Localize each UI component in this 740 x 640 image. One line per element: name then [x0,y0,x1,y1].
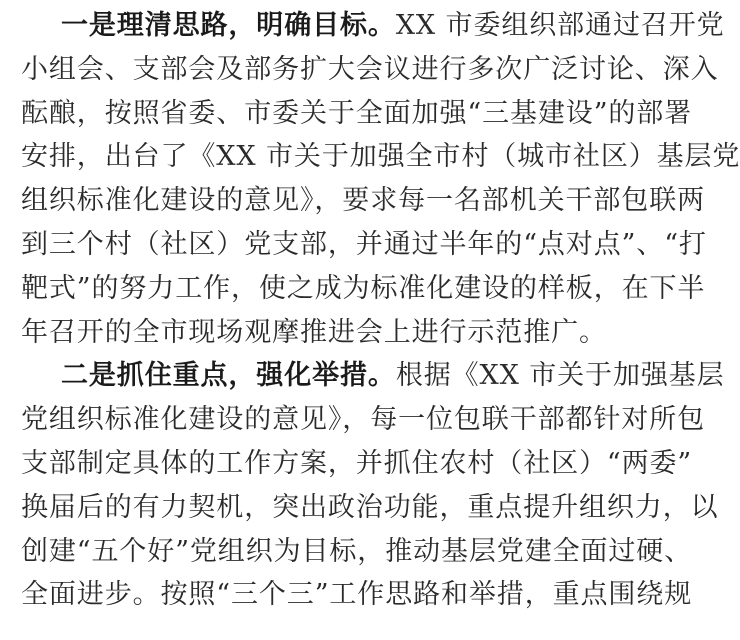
text-line: 党组织标准化建设的意见》，每一位包联干部都针对所包 [21,404,705,436]
paragraph-2-heading: 二是抓住重点，强化举措。 [61,360,396,392]
text-line: 换届后的有力契机，突出政治功能，重点提升组织力，以 [21,491,719,523]
text-line: 酝酿，按照省委、市委关于全面加强“三基建设”的部署 [21,97,693,129]
paragraph-1-heading: 一是理清思路，明确目标。 [61,10,396,41]
text-line: 到三个村（社区）党支部，并通过半年的“点对点”、“打 [21,228,707,260]
text-line: 组织标准化建设的意见》，要求每一名部机关干部包联两 [21,185,705,217]
paragraph-1-first-line [21,4,725,48]
paragraph-1 [21,4,740,354]
document-body [21,4,740,617]
text-line: 支部制定具体的工作方案，并抓住农村（社区）“两委” [21,447,693,479]
paragraph-2-first-line [21,354,725,398]
text-line: 全面进步。按照“三个三”工作思路和举措，重点围绕规 [21,579,693,611]
text-line: 安排，出台了《XX 市关于加强全市村（城市社区）基层党 [21,141,740,173]
paragraph-2 [21,354,725,617]
text-line: 创建“五个好”党组织为目标，推动基层党建全面过硬、 [21,535,693,567]
text-line: 靶式”的努力工作，使之成为标准化建设的样板，在下半 [21,272,706,304]
text-line: 小组会、支部会及部务扩大会议进行多次广泛讨论、深入 [21,53,719,85]
text-line: 根据《XX 市关于加强基层 [395,360,725,392]
text-line: XX 市委组织部通过召开党 [395,10,725,41]
text-line: 年召开的全市现场观摩推进会上进行示范推广。 [21,316,607,348]
